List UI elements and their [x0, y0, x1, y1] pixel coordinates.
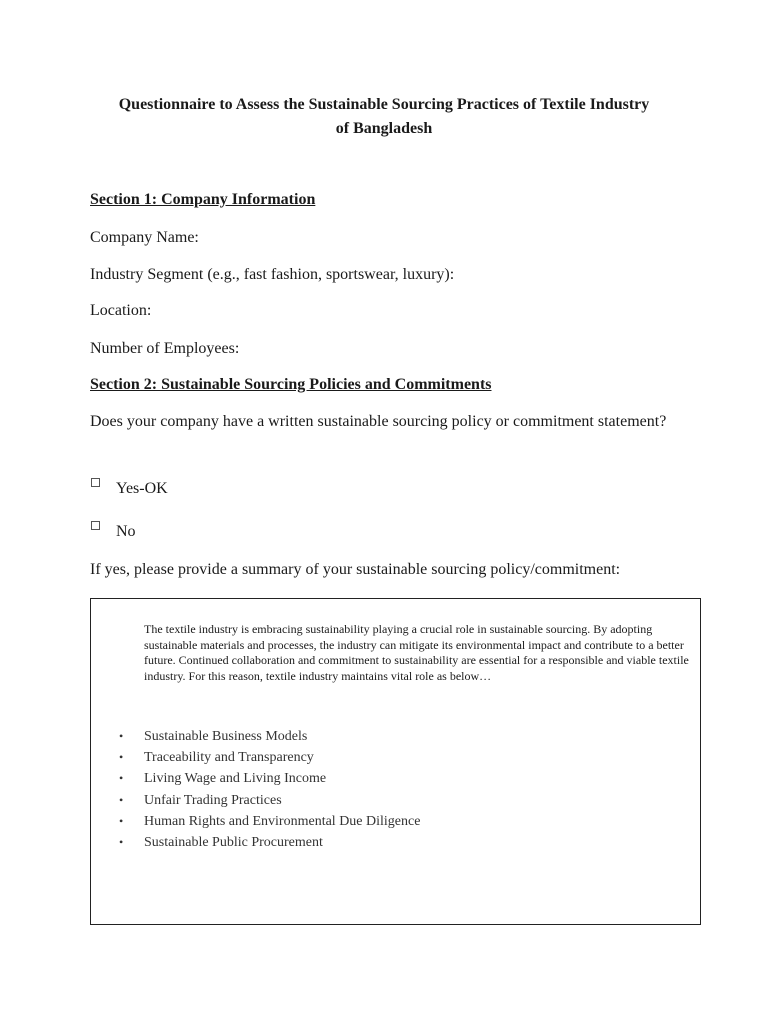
company-name-label: Company Name: — [90, 229, 199, 246]
page-title-line-2: of Bangladesh — [335, 120, 433, 137]
list-item-text: Traceability and Transparency — [144, 750, 314, 766]
bullet-icon: • — [119, 729, 124, 743]
list-item — [119, 832, 420, 853]
list-item-text: Unfair Trading Practices — [144, 792, 282, 808]
yes-checkbox[interactable] — [91, 478, 100, 487]
bullet-icon: • — [119, 750, 124, 765]
list-item-text: Sustainable Business Models — [144, 729, 308, 744]
list-item — [119, 726, 420, 747]
location-label: Location: — [90, 302, 152, 319]
list-item — [119, 747, 420, 768]
industry-segment-label: Industry Segment (e.g., fast fashion, sportswear, luxury): — [90, 266, 455, 283]
list-item — [119, 811, 420, 832]
section-2-heading: Section 2: Sustainable Sourcing Policies and Commitments — [90, 376, 492, 393]
list-item-text: Living Wage and Living Income — [144, 771, 327, 787]
number-of-employees-label: Number of Employees: — [90, 340, 240, 357]
no-option-label: No — [116, 523, 136, 540]
list-item — [119, 790, 420, 811]
policy-summary-box[interactable] — [90, 598, 701, 925]
sustainability-roles-list — [119, 726, 420, 853]
policy-summary-paragraph: The textile industry is embracing sustainability playing a crucial role in sustainable sourcing. By adopting sustainable materials and processes, the industry can mitigate its environmental impact and contribute to a better future. Continued collaboration and commitment to sustainability are essential for a responsible and viable textile industry. For this reason, textile industry maintains vital role as below… — [144, 622, 689, 683]
bullet-icon: • — [119, 771, 124, 786]
page-title-line-1: Questionnaire to Assess the Sustainable Sourcing Practices of Textile Industry — [118, 96, 650, 113]
bullet-icon: • — [119, 835, 124, 850]
sourcing-policy-question: Does your company have a written sustainable sourcing policy or commitment statement? — [90, 413, 667, 430]
bullet-icon: • — [119, 792, 124, 807]
no-checkbox[interactable] — [91, 521, 100, 530]
page-title — [60, 93, 708, 141]
list-item — [119, 768, 420, 789]
bullet-icon: • — [119, 813, 124, 828]
yes-option-label: Yes-OK — [116, 480, 168, 497]
list-item-text: Human Rights and Environmental Due Diligence — [144, 813, 421, 829]
policy-summary-prompt: If yes, please provide a summary of your sustainable sourcing policy/commitment: — [90, 561, 621, 578]
section-1-heading: Section 1: Company Information — [90, 191, 316, 208]
list-item-text: Sustainable Public Procurement — [144, 835, 323, 851]
